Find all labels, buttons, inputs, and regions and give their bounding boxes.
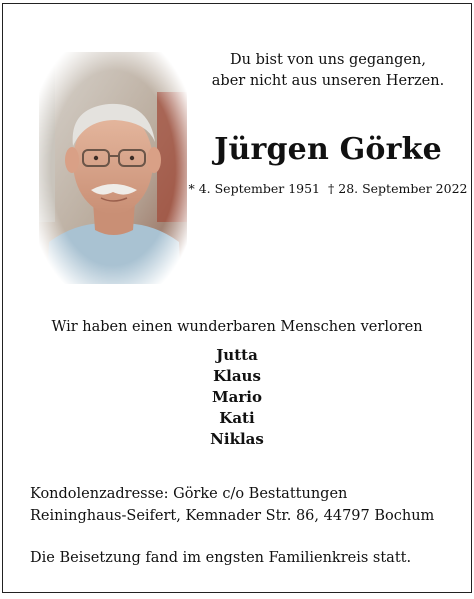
- life-dates: [187, 180, 469, 198]
- obituary-card: [2, 3, 472, 593]
- condolence-address: [30, 483, 460, 527]
- portrait-photo: [39, 52, 187, 284]
- mourner-name: Kati: [219, 409, 255, 427]
- burial-note: Die Beisetzung fand im engsten Familienkreis statt.: [30, 550, 412, 566]
- mourning-line: Wir haben einen wunderbaren Menschen verloren: [51, 319, 423, 335]
- condolence-line-1: Kondolenzadresse: Görke c/o Bestattungen: [30, 486, 348, 502]
- birth-date: * 4. September 1951: [188, 181, 321, 196]
- condolence-line-2: Reininghaus-Seifert, Kemnader Str. 86, 44797 Bochum: [30, 508, 435, 524]
- mourner-name: Klaus: [213, 367, 261, 385]
- mourner-name: Mario: [212, 388, 262, 406]
- memorial-quote: [199, 50, 457, 92]
- mourner-name: Jutta: [216, 346, 258, 364]
- mourner-name: Niklas: [210, 430, 264, 448]
- quote-line-2: aber nicht aus unseren Herzen.: [211, 73, 445, 89]
- quote-line-1: Du bist von uns gegangen,: [230, 52, 426, 68]
- mourners-list: [3, 345, 471, 450]
- death-date: † 28. September 2022: [328, 181, 468, 196]
- deceased-name: Jürgen Görke: [214, 132, 442, 167]
